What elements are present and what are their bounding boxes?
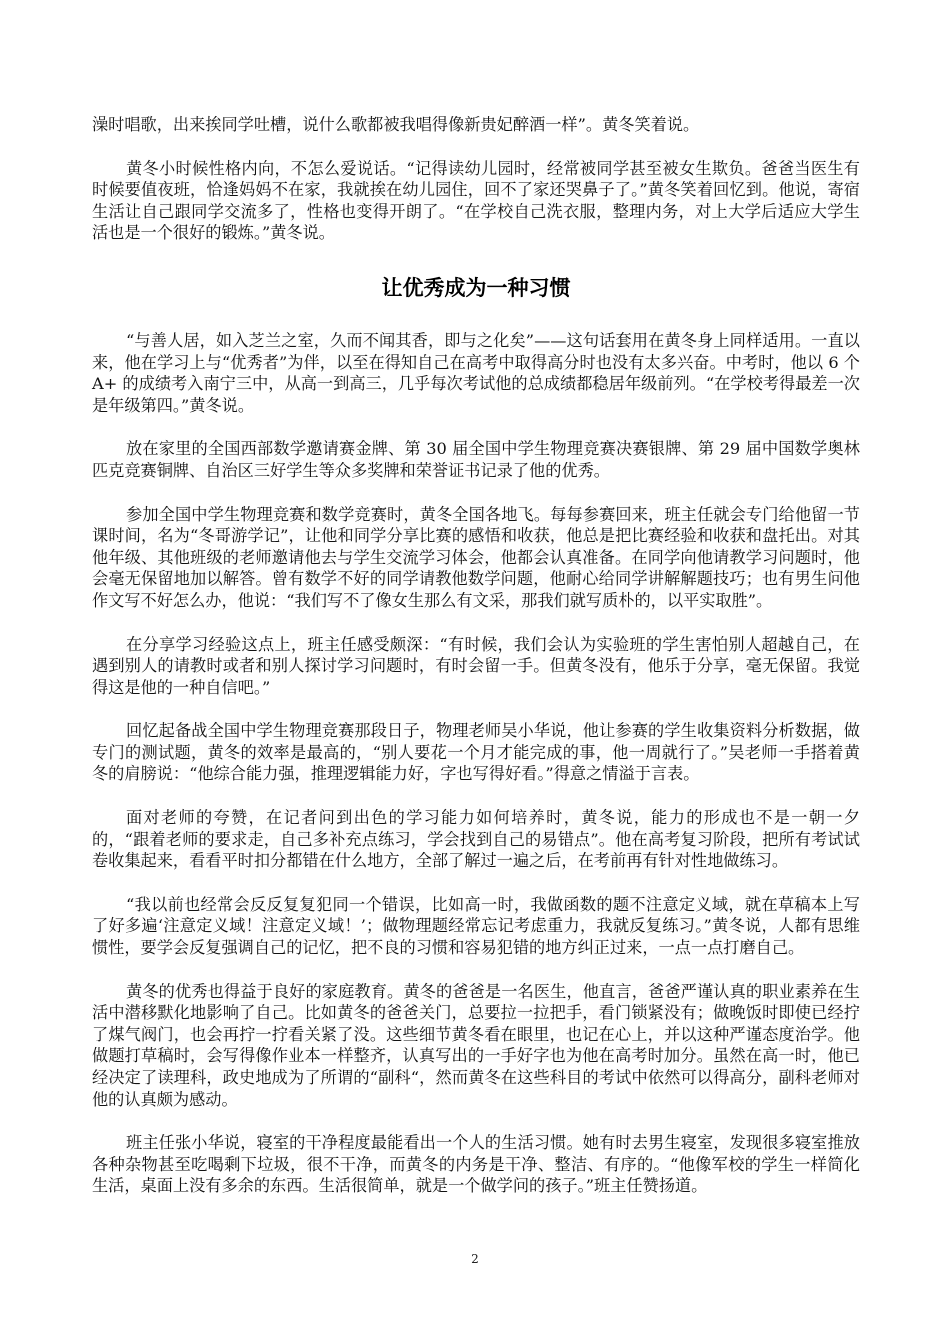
paragraph-section-7: “我以前也经常会反反复复犯同一个错误，比如高一时，我做函数的题不注意定义域，就在草稿本上写了好多遍‘注意定义域！注意定义域！’；做物理题经常忘记考虑重力，我就反复练习。”黄冬说，人都有思维惯性，要学会反复强调自己的记忆，把不良的习惯和容易犯错的地方纠正过来，一点一点打磨自己。 bbox=[92, 894, 860, 958]
paragraph-gap bbox=[92, 959, 860, 981]
page-number: 2 bbox=[471, 1252, 479, 1266]
paragraph-gap bbox=[92, 698, 860, 720]
paragraph-gap bbox=[92, 1110, 860, 1132]
paragraph-intro-1: 澡时唱歌，出来挨同学吐槽，说什么歌都被我唱得像新贵妃醉酒一样”。黄冬笑着说。 bbox=[92, 115, 700, 134]
paragraph-gap bbox=[92, 785, 860, 807]
paragraph-gap bbox=[92, 482, 860, 504]
paragraph-section-8: 黄冬的优秀也得益于良好的家庭教育。黄冬的爸爸是一名医生，他直言，爸爸严谨认真的职业素养在生活中潜移默化地影响了自己。比如黄冬的爸爸关门，总要拉一拉把手，看门锁紧没有；做晚饭时即使已经拧了煤气阀门，也会再拧一拧看关紧了没。这些细节黄冬看在眼里，也记在心上，并以这种严谨态度治学。他做题打草稿时，会写得像作业本一样整齐，认真写出的一手好字也为他在高考时加分。虽然在高一时，他已经决定了读理科，政史地成为了所谓的“副科“，然而黄冬在这些科目的考试中依然可以得高分，副科老师对他的认真颇为感动。 bbox=[92, 981, 860, 1109]
paragraph-section-9: 班主任张小华说，寝室的干净程度最能看出一个人的生活习惯。她有时去男生寝室，发现很多寝室推放各种杂物甚至吃喝剩下垃圾，很不干净，而黄冬的内务是干净、整洁、有序的。“他像军校的学生一样简化生活，桌面上没有多余的东西。生活很简单，就是一个做学问的孩子。”班主任赞扬道。 bbox=[92, 1133, 860, 1196]
paragraph-gap bbox=[92, 612, 860, 634]
paragraph-section-2: 放在家里的全国西部数学邀请赛金牌、第 30 届全国中学生物理竞赛决赛银牌、第 29 届中国数学奥林匹克竞赛铜牌、自治区三好学生等众多奖牌和荣誉证书记录了他的优秀。 bbox=[92, 439, 860, 480]
paragraph-section-1: “与善人居，如入芝兰之室，久而不闻其香，即与之化矣”——这句话套用在黄冬身上同样适用。一直以来，他在学习上与“优秀者”为伴，以至在得知自己在高考中取得高分时也没有太多兴奋。中考时，他以 6 个 A+ 的成绩考入南宁三中，从高一到高三，几乎每次考试他的总成绩都稳居年级前列。“在学校考得最差一次是年级第四。”黄冬说。 bbox=[92, 330, 860, 415]
paragraph-gap bbox=[92, 872, 860, 894]
paragraph-section-4: 在分享学习经验这点上，班主任感受颇深：“有时候，我们会认为实验班的学生害怕别人超越自己，在遇到别人的请教时或者和别人探讨学习问题时，有时会留一手。但黄冬没有，他乐于分享，毫无保留。我觉得这是他的一种自信吧。” bbox=[92, 634, 860, 697]
paragraph-section-5: 回忆起备战全国中学生物理竞赛那段日子，物理老师吴小华说，他让参赛的学生收集资料分析数据，做专门的测试题，黄冬的效率是最高的，“别人要花一个月才能完成的事，他一周就行了。”吴老师一手搭着黄冬的肩膀说：“他综合能力强，推理逻辑能力好，字也写得好看。”得意之情溢于言表。 bbox=[92, 721, 860, 784]
paragraph-intro-2: 黄冬小时候性格内向，不怎么爱说话。“记得读幼儿园时，经常被同学甚至被女生欺负。爸爸当医生有时候要值夜班，恰逢妈妈不在家，我就挨在幼儿园住，回不了家还哭鼻子了。”黄冬笑着回忆到。他说，寄宿生活让自己跟同学交流多了，性格也变得开朗了。“在学校自己洗衣服，整理内务，对上大学后适应大学生活也是一个很好的锻炼。”黄冬说。 bbox=[92, 158, 860, 243]
paragraph-section-6: 面对老师的夸赞，在记者问到出色的学习能力如何培养时，黄冬说，能力的形成也不是一朝一夕的，“跟着老师的要求走，自己多补充点练习，学会找到自己的易错点”。他在高考复习阶段，把所有考试试卷收集起来，看看平时扣分都错在什么地方，全部了解过一遍之后，在考前再有针对性地做练习。 bbox=[92, 808, 860, 871]
section-heading: 让优秀成为一种习惯 bbox=[381, 275, 571, 300]
paragraph-section-3: 参加全国中学生物理竞赛和数学竞赛时，黄冬全国各地飞。每每参赛回来，班主任就会专门给他留一节课时间，名为“冬哥游学记”，让他和同学分享比赛的感悟和收获，他总是把比赛经验和收获和盘托出。对其他年级、其他班级的老师邀请他去与学生交流学习体会，他都会认真准备。在同学向他请教学习问题时，他会毫无保留地加以解答。曾有数学不好的同学请教他数学问题，他耐心给同学讲解解题技巧；也有男生问他作文写不好怎么办，他说：“我们写不了像女生那么有文采，那我们就写质朴的，以平实取胜”。 bbox=[92, 504, 860, 610]
paragraph-gap bbox=[92, 416, 860, 438]
paragraph-gap bbox=[92, 136, 860, 158]
document-page bbox=[92, 114, 860, 1197]
